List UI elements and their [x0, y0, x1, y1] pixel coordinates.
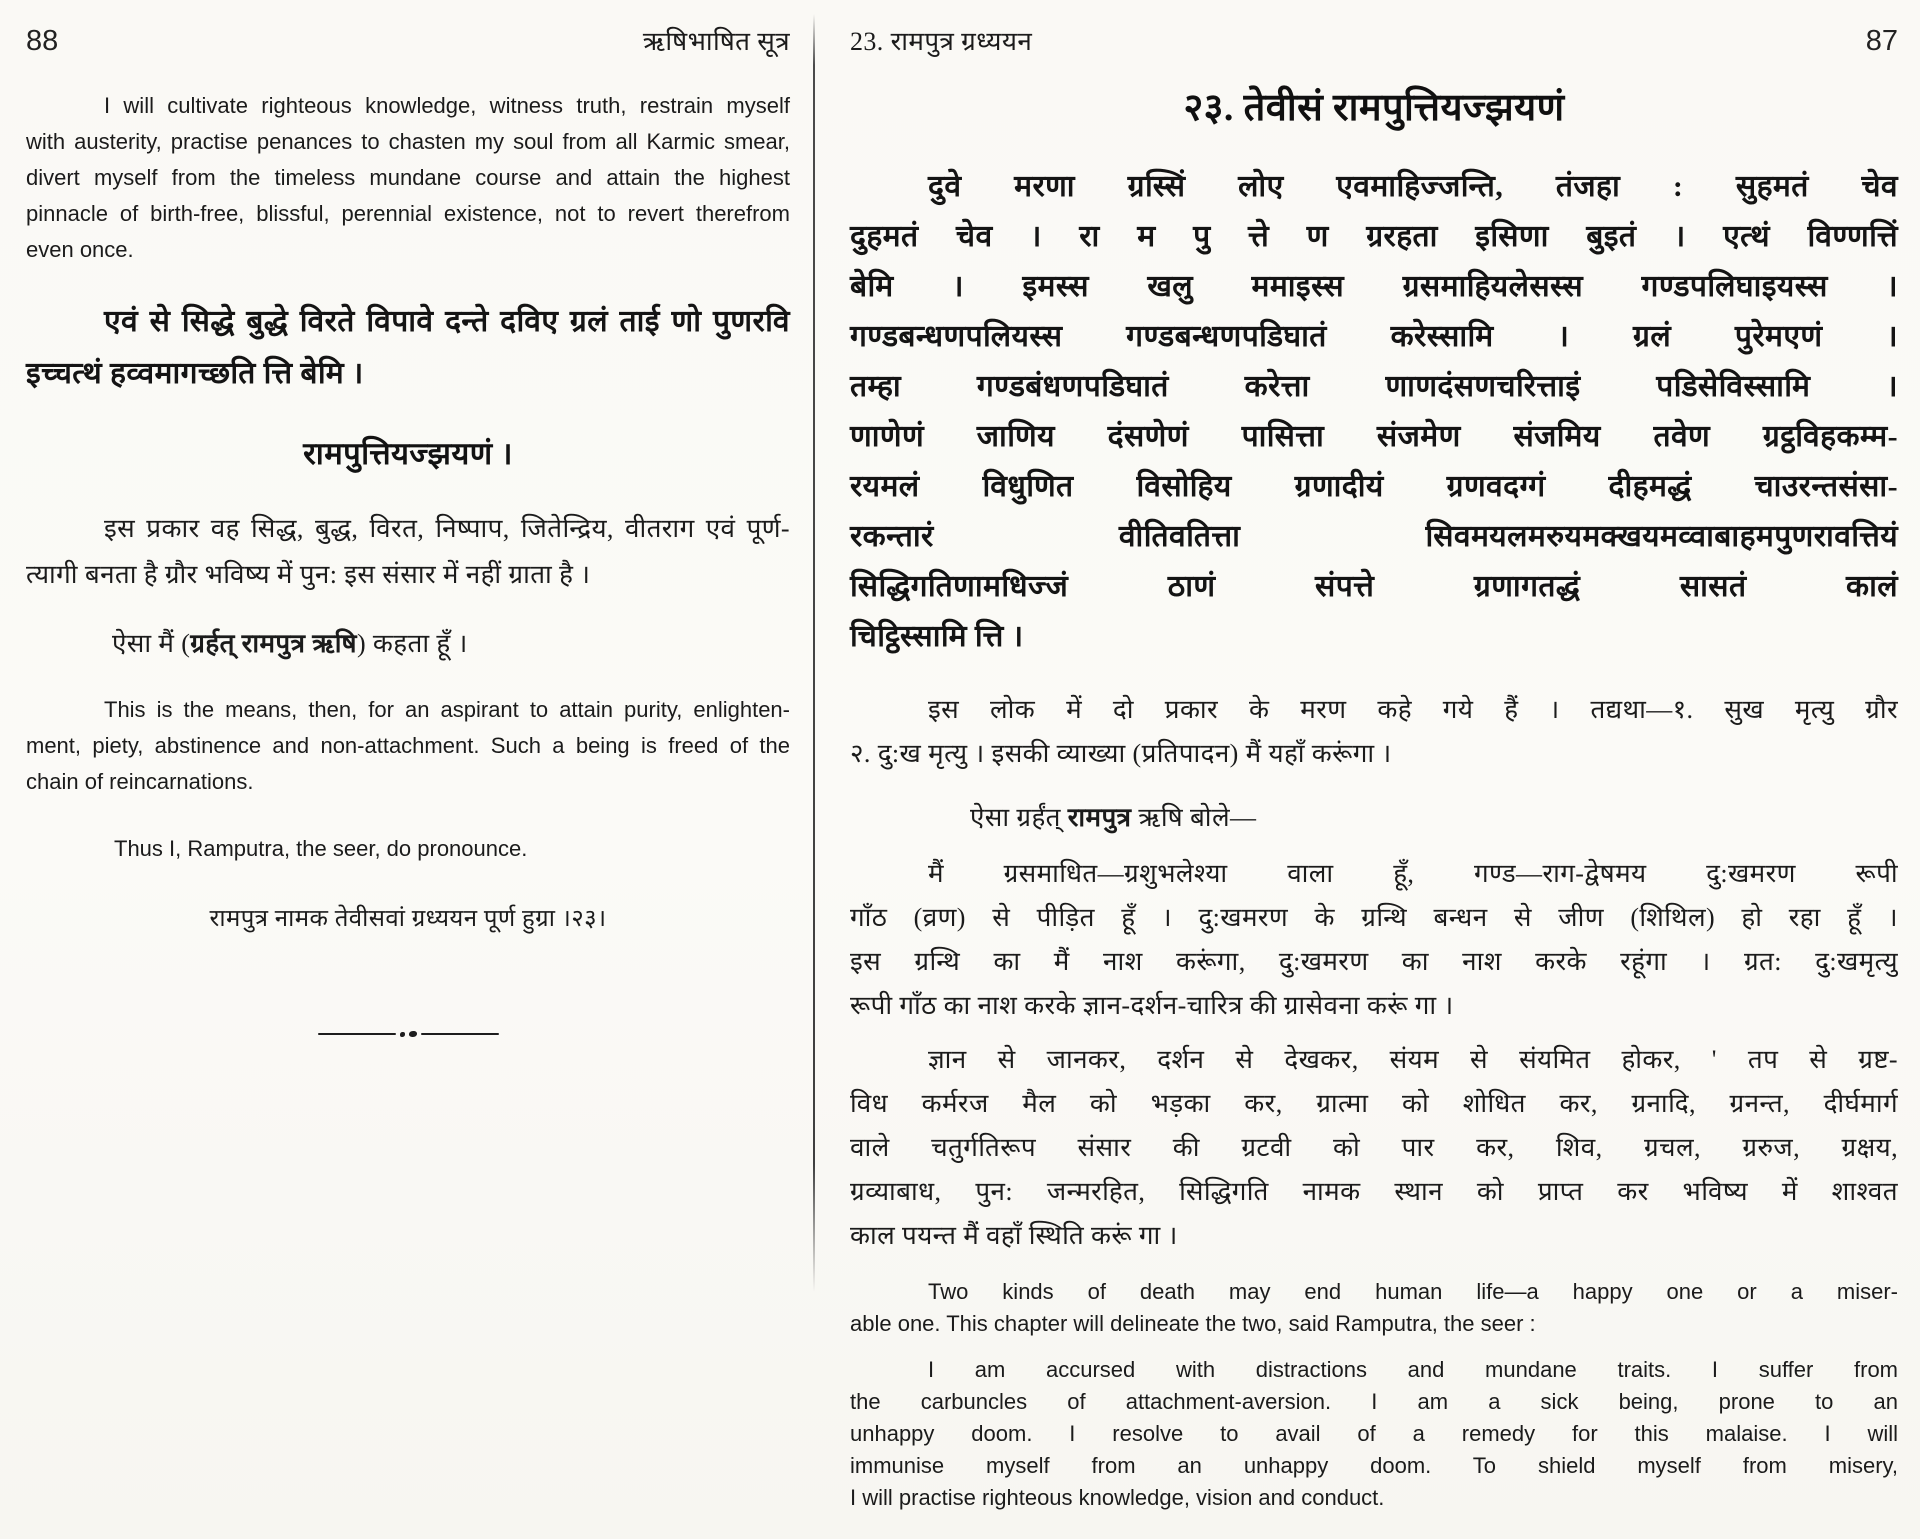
english-paragraph-1 — [26, 88, 790, 268]
text-line: दुहमतं चेव । रा म पु त्ते ण ग्ररहता इसिणा बुइतं । एत्थं विण्णत्तिं — [850, 220, 1898, 253]
speaker-line-post: ऋषि बोले— — [1131, 803, 1257, 832]
text-line: दुवे मरणा ग्रस्सिं लोए एवमाहिज्जन्ति, तंजहा : सुहमतं चेव — [928, 170, 1898, 203]
page-right — [832, 0, 1920, 1539]
hindi-paragraph-1 — [850, 688, 1898, 776]
hindi-paragraph-1 — [26, 506, 790, 598]
speaker-attribution-line — [850, 796, 1898, 840]
text-line: मैं ग्रसमाधित—ग्रशुभलेश्या वाला हूँ, गण्ड—राग-द्वेषमय दु:खमरण रूपी — [928, 859, 1898, 888]
text-line: त्यागी बनता है ग्रौर भविष्य में पुन: इस संसार में नहीं ग्राता है । — [26, 560, 591, 589]
running-header-left — [26, 24, 790, 58]
running-header-right — [850, 24, 1898, 58]
text-line: I will cultivate righteous knowledge, witness truth, restrain myself — [104, 93, 790, 118]
text-line: unhappy doom. I resolve to avail of a remedy for this malaise. I will — [850, 1421, 1898, 1446]
text-line: I will practise righteous knowledge, vision and conduct. — [850, 1485, 1385, 1510]
text-line: divert myself from the timeless mundane course and attain the highest — [26, 165, 790, 190]
speaker-line-pre: ऐसा ग्रर्हंत् — [970, 803, 1068, 832]
hindi-paragraph-3 — [850, 1038, 1898, 1258]
ornament-rule-left — [318, 1033, 396, 1035]
running-title-left: ऋषिभाषित सूत्र — [642, 27, 790, 56]
text-line: एवं से सिद्धे बुद्धे विरते विपावे दन्ते दविए ग्रलं ताई णो पुणरवि — [104, 305, 790, 338]
prakrit-verse-paragraph — [26, 296, 790, 400]
text-line: chain of reincarnations. — [26, 769, 254, 794]
text-line: वाले चतुर्गतिरूप संसार की ग्रटवी को पार कर, शिव, ग्रचल, ग्ररुज, ग्रक्षय, — [850, 1133, 1898, 1162]
english-paragraph-1 — [850, 1276, 1898, 1340]
text-line: इच्चत्थं हव्वमागच्छति त्ति बेमि । — [26, 357, 364, 390]
page-number-right: 87 — [1865, 25, 1898, 57]
text-line: ज्ञान से जानकर, दर्शन से देखकर, संयम से संयमित होकर, ' तप से ग्रष्ट- — [928, 1045, 1898, 1074]
text-line: रयमलं विधुणित विसोहिय ग्रणादीयं ग्रणवदग्गं दीहमद्धं चाउरन्तसंसा- — [850, 470, 1898, 503]
text-line: ment, piety, abstinence and non-attachment. Such a being is freed of the — [26, 733, 790, 758]
text-line: इस ग्रन्थि का मैं नाश करूंगा, दु:खमरण का नाश करके रहूंगा । ग्रत: दु:खमृत्यु — [850, 947, 1898, 976]
text-line: चिट्ठिस्सामि त्ति । — [850, 620, 1024, 653]
chapter-heading: २३. तेवीसं रामपुत्तियज्झयणं — [1183, 87, 1565, 129]
text-line: गण्डबन्धणपलियस्स गण्डबन्धणपडिघातं करेस्सामि । ग्रलं पुरेमएणं । — [850, 320, 1898, 353]
text-line: the carbuncles of attachment-aversion. I am a sick being, prone to an — [850, 1389, 1898, 1414]
speaker-line-post: ) कहता हूँ । — [356, 629, 468, 658]
page-left — [0, 0, 812, 1539]
prakrit-chapter-text — [850, 162, 1898, 662]
chapter-colophon: रामपुत्र नामक तेवीसवां ग्रध्ययन पूर्ण हुग्रा ।२३। — [209, 906, 607, 932]
speaker-line-bold: रामपुत्र — [1067, 803, 1132, 832]
hindi-paragraph-2 — [850, 852, 1898, 1028]
text-line: even once. — [26, 237, 134, 262]
english-paragraph-2 — [850, 1354, 1898, 1514]
section-heading: रामपुत्तियज्झयणं । — [303, 436, 513, 471]
tapered-rule-ornament-icon — [26, 1031, 790, 1037]
text-line: काल पयन्त मैं वहाँ स्थिति करूं गा । — [850, 1221, 1178, 1250]
ornament-rule-right — [421, 1033, 499, 1035]
text-line: with austerity, practise penances to chasten my soul from all Karmic smear, — [26, 129, 790, 154]
text-line: immunise myself from an unhappy doom. To shield myself from misery, — [850, 1453, 1898, 1478]
text-line: able one. This chapter will delineate the two, said Ramputra, the seer : — [850, 1311, 1536, 1336]
text-line: बेमि । इमस्स खलु ममाइस्स ग्रसमाहियलेसस्स गण्डपलिघाइयस्स । — [850, 270, 1898, 303]
text-line: pinnacle of birth-free, blissful, perennial existence, not to revert therefrom — [26, 201, 790, 226]
text-line: सिद्धिगतिणामधिज्जं ठाणं संपत्ते ग्रणागतद्धं सासतं कालं — [850, 570, 1898, 603]
text-line: रूपी गाँठ का नाश करके ज्ञान-दर्शन-चारित्र की ग्रासेवना करूं गा । — [850, 991, 1454, 1020]
text-line: ग्रव्याबाध, पुन: जन्मरहित, सिद्धिगति नामक स्थान को प्राप्त कर भविष्य में शाश्वत — [850, 1177, 1898, 1206]
ornament-seed-icon — [400, 1032, 405, 1037]
text-line: रकन्तारं वीतिवतित्ता सिवमयलमरुयमक्खयमव्वाबाहमपुणरावत्तियं — [850, 520, 1898, 553]
text-line: This is the means, then, for an aspirant to attain purity, enlighten- — [104, 697, 790, 722]
text-line: I am accursed with distractions and mundane traits. I suffer from — [928, 1357, 1898, 1382]
text-line: Two kinds of death may end human life—a happy one or a miser- — [928, 1279, 1898, 1304]
english-paragraph-2 — [26, 692, 790, 800]
text-line: २. दु:ख मृत्यु । इसकी व्याख्या (प्रतिपादन) मैं यहाँ करूंगा । — [850, 739, 1392, 768]
running-title-right: 23. रामपुत्र ग्रध्ययन — [850, 27, 1033, 56]
text-line: गाँठ (व्रण) से पीड़ित हूँ । दु:खमरण के ग्रन्थि बन्धन से जीण (शिथिल) हो रहा हूँ । — [850, 903, 1898, 932]
text-line: इस लोक में दो प्रकार के मरण कहे गये हैं । तद्यथा—१. सुख मृत्यु ग्रौर — [928, 695, 1898, 724]
english-pronounce-line: Thus I, Ramputra, the seer, do pronounce. — [114, 836, 528, 861]
speaker-attribution-line — [26, 622, 790, 666]
text-line: णाणेणं जाणिय दंसणेणं पासित्ता संजमेण संजमिय तवेण ग्रट्ठविहकम्म- — [850, 420, 1898, 453]
speaker-line-pre: ऐसा मैं ( — [112, 629, 191, 658]
text-line: इस प्रकार वह सिद्ध, बुद्ध, विरत, निष्पाप, जितेन्द्रिय, वीतराग एवं पूर्ण- — [104, 514, 790, 543]
speaker-line-bold: ग्रर्हत् रामपुत्र ऋषि — [190, 629, 357, 658]
text-line: तम्हा गण्डबंधणपडिघातं करेत्ता णाणदंसणचरित्ताइं पडिसेविस्सामि । — [850, 370, 1898, 403]
page-number-left: 88 — [26, 25, 59, 57]
text-line: विध कर्मरज मैल को भड़का कर, ग्रात्मा को शोधित कर, ग्रनादि, ग्रनन्त, दीर्घमार्ग — [850, 1089, 1898, 1118]
ornament-seed-icon — [409, 1031, 417, 1037]
page-divider-line — [813, 14, 815, 1292]
